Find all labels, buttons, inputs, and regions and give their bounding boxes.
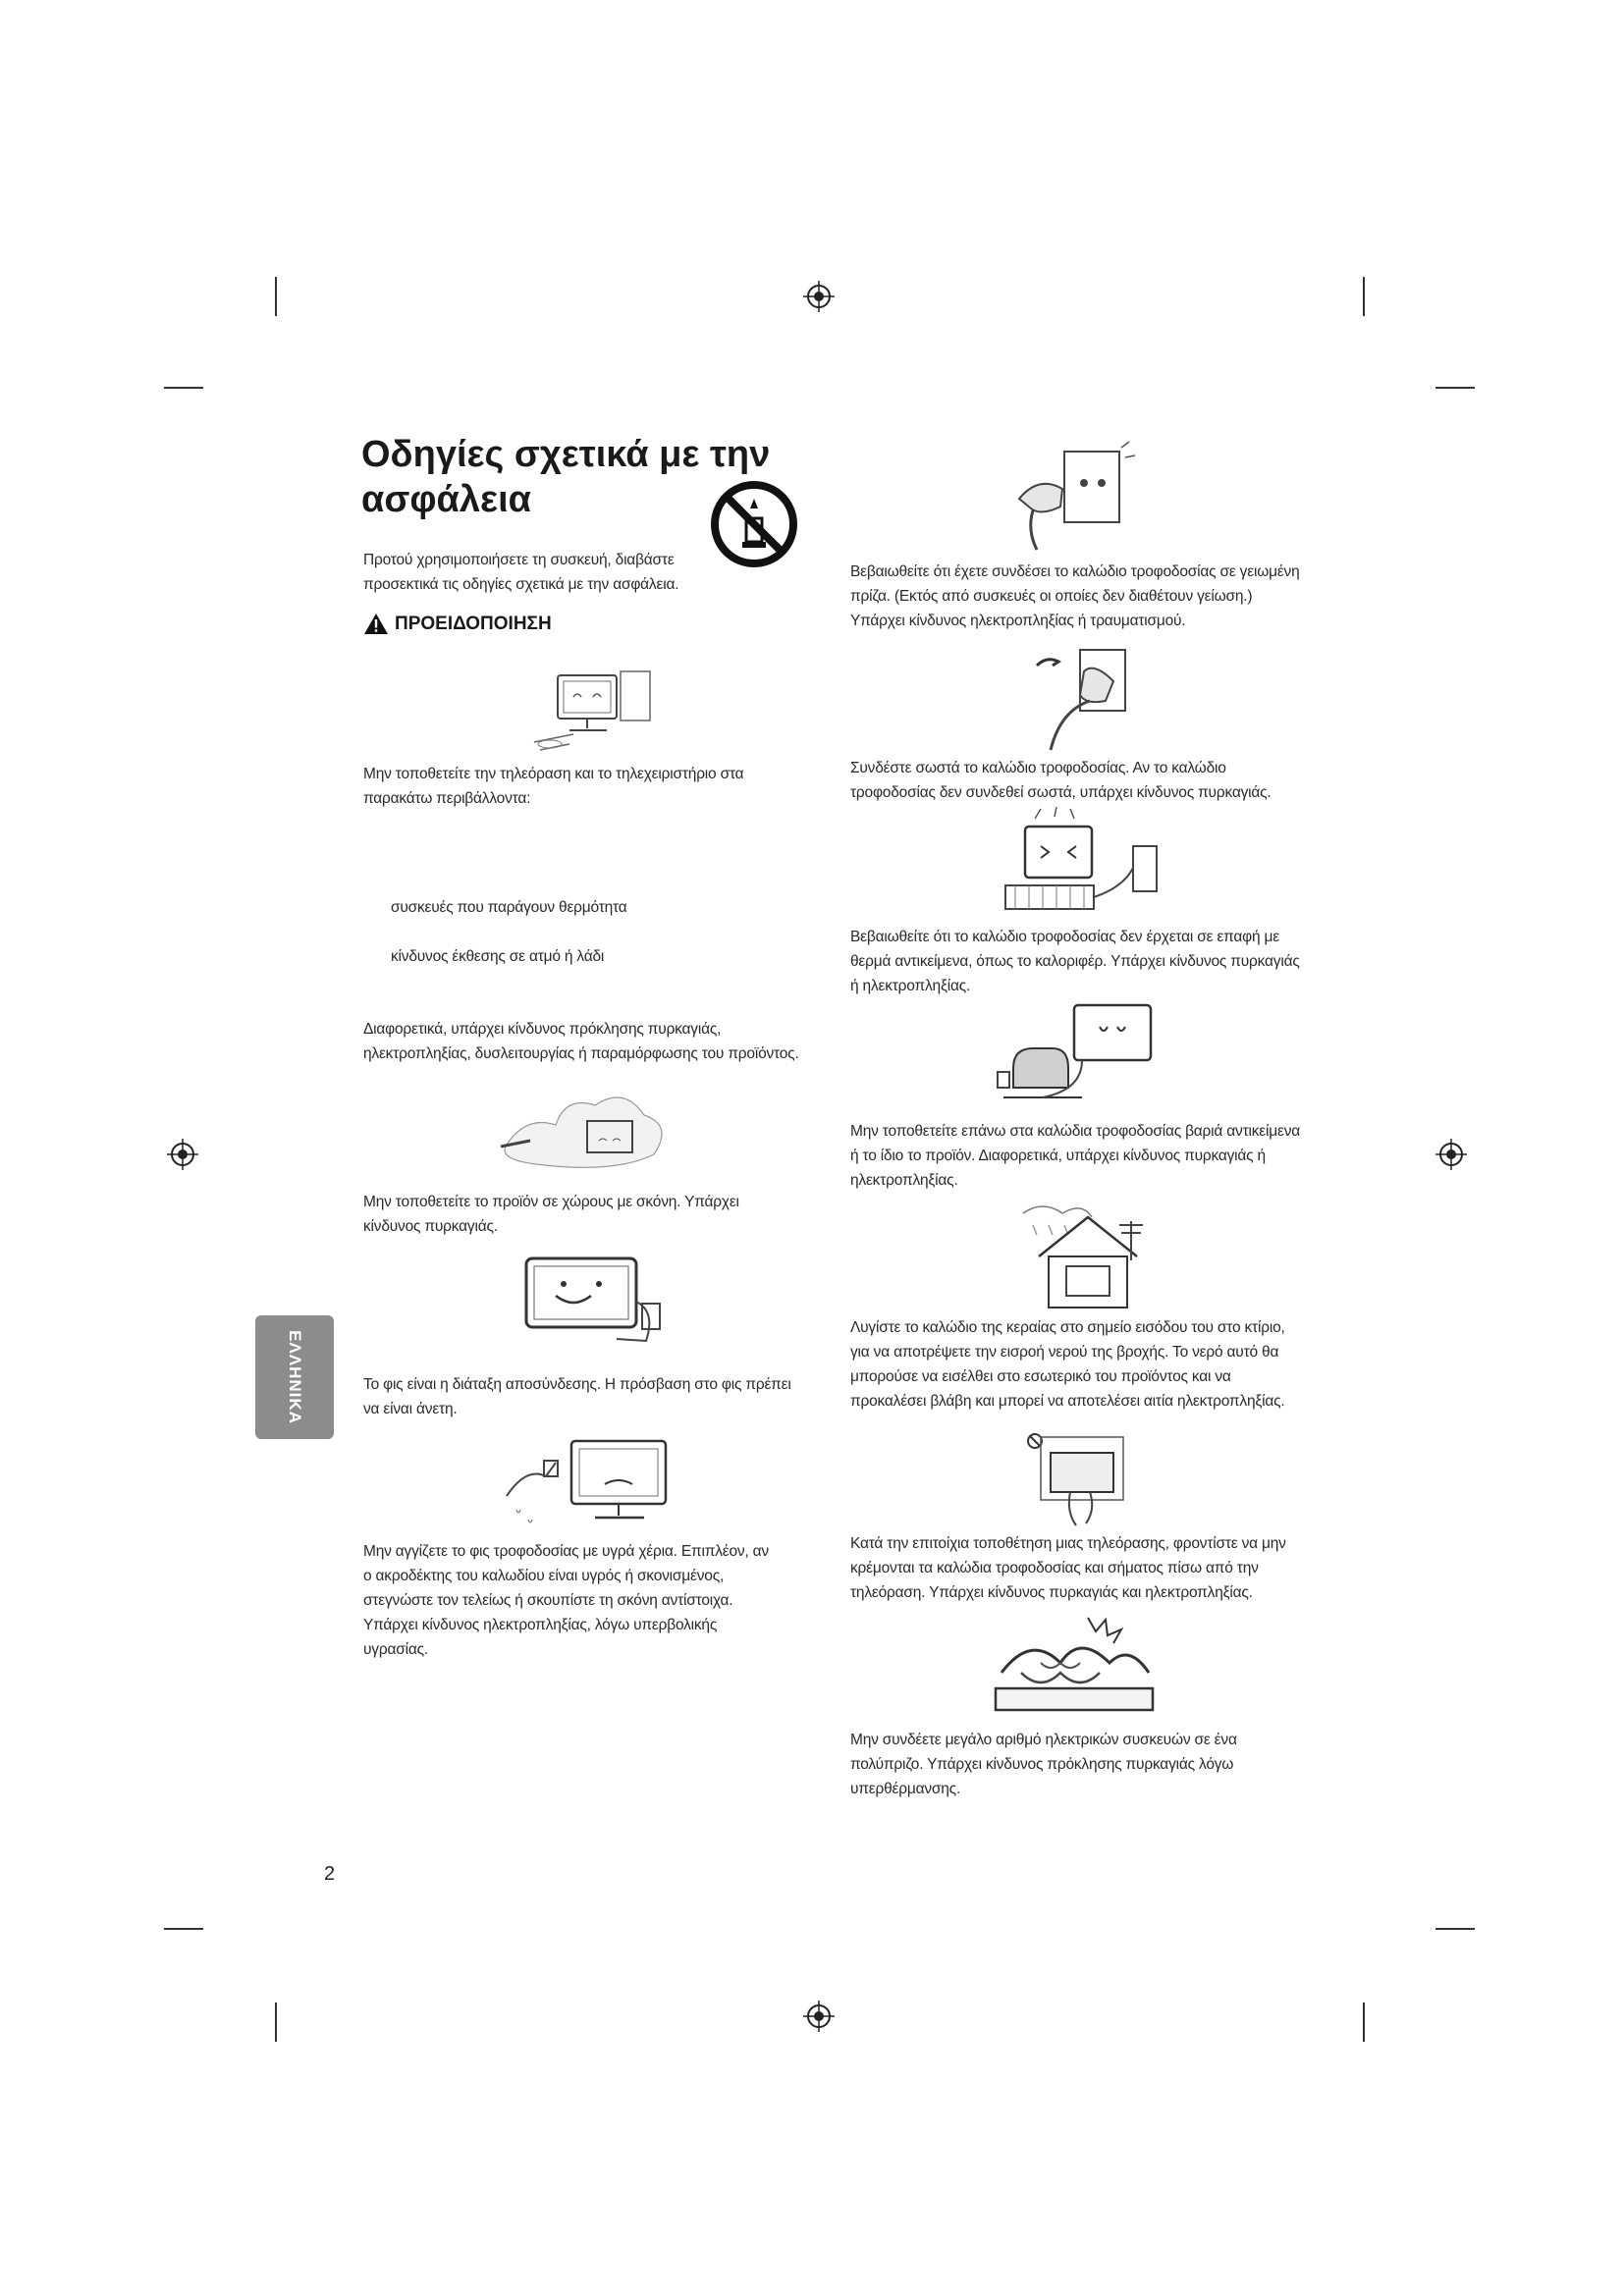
right-item-4: Μην τοποθετείτε επάνω στα καλώδια τροφοδοσίας βαριά αντικείμενα ή το ίδιο το προϊόν. Διαφορετικά, υπάρχει κίνδυνος πυρκαγιάς ή ηλεκτροπληξίας.	[850, 1123, 1301, 1189]
crop-mark	[164, 1928, 203, 1930]
registration-mark-icon	[803, 2001, 835, 2032]
heavy-object-cable-illustration	[994, 999, 1161, 1115]
left-bullet-1: συσκευές που παράγουν θερμότητα	[391, 899, 627, 916]
left-item-2: Μην τοποθετείτε το προϊόν σε χώρους με σκόνη. Υπάρχει κίνδυνος πυρκαγιάς.	[363, 1194, 739, 1235]
left-item-4: Μην αγγίζετε το φις τροφοδοσίας με υγρά χέρια. Επιπλέον, αν ο ακροδέκτης του καλωδίου είναι υγρός ή σκονισμένος, στεγνώστε τον τελείως ή σκουπίστε τη σκόνη αντίστοιχα. Υπάρχει κίνδυνος ηλεκτροπληξίας, λόγω υπερβολικής υγρασίας.	[363, 1543, 769, 1658]
warning-triangle-icon	[363, 613, 389, 635]
crop-mark	[1435, 387, 1475, 389]
crop-mark	[275, 277, 277, 316]
warning-heading	[363, 613, 552, 635]
intro-text: Προτού χρησιμοποιήσετε τη συσκευή, διαβάστε προσεκτικά τις οδηγίες σχετικά με την ασφάλεια.	[363, 552, 679, 593]
right-item-7: Μην συνδέετε μεγάλο αριθμό ηλεκτρικών συσκευών σε ένα πολύπριζο. Υπάρχει κίνδυνος πρόκλησης πυρκαγιάς λόγω υπερθέρμανσης.	[850, 1732, 1237, 1797]
warning-label: ΠΡΟΕΙΔΟΠΟΙΗΣΗ	[395, 613, 552, 634]
crop-mark	[1363, 277, 1365, 316]
multi-socket-illustration	[982, 1614, 1168, 1724]
plug-access-illustration	[505, 1253, 681, 1351]
crop-mark	[164, 387, 203, 389]
registration-mark-icon	[1435, 1139, 1467, 1170]
crop-mark	[1363, 2002, 1365, 2042]
tv-remote-illustration	[530, 658, 658, 756]
registration-mark-icon	[803, 281, 835, 312]
right-item-3: Βεβαιωθείτε ότι το καλώδιο τροφοδοσίας δεν έρχεται σε επαφή με θερμά αντικείμενα, όπως το καλοριφέρ. Υπάρχει κίνδυνος πυρκαγιάς ή ηλεκτροπληξίας.	[850, 929, 1300, 994]
wet-hands-illustration	[497, 1427, 683, 1529]
page-title: Οδηγίες σχετικά με την ασφάλεια	[361, 434, 771, 520]
left-item-1: Μην τοποθετείτε την τηλεόραση και το τηλεχειριστήριο στα παρακάτω περιβάλλοντα:	[363, 766, 744, 807]
antenna-house-illustration	[994, 1201, 1161, 1311]
registration-mark-icon	[167, 1139, 198, 1170]
language-tab-label: ΕΛΛΗΝΙΚΑ	[286, 1330, 304, 1424]
right-item-6: Κατά την επιτοίχια τοποθέτηση μιας τηλεόρασης, φροντίστε να μην κρέμονται τα καλώδια τροφοδοσίας και σήματος πίσω από την τηλεόραση. Υπάρχει κίνδυνος πυρκαγιάς και ηλεκτροπληξίας.	[850, 1535, 1286, 1601]
left-item-1-note: Διαφορετικά, υπάρχει κίνδυνος πρόκλησης πυρκαγιάς, ηλεκτροπληξίας, δυσλειτουργίας ή παραμόρφωσης του προϊόντος.	[363, 1021, 799, 1062]
crop-mark	[1435, 1928, 1475, 1930]
heater-cable-illustration	[996, 807, 1163, 921]
right-item-5: Λυγίστε το καλώδιο της κεραίας στο σημείο εισόδου του στο κτίριο, για να αποτρέψετε την εισροή νερού της βροχής. Το νερό αυτό θα μπορούσε να εισέλθει στο εσωτερικό του προϊόντος και να προκαλέσει βλάβη και μπορεί να αποτελέσει αιτία ηλεκτροπληξίας.	[850, 1319, 1285, 1410]
language-tab	[255, 1315, 334, 1439]
right-item-1: Βεβαιωθείτε ότι έχετε συνδέσει το καλώδιο τροφοδοσίας σε γειωμένη πρίζα. (Εκτός από συσκευές οι οποίες δεν διαθέτουν γείωση.) Υπάρχει κίνδυνος ηλεκτροπληξίας ή τραυματισμού.	[850, 563, 1300, 629]
left-bullet-2: κίνδυνος έκθεσης σε ατμό ή λάδι	[391, 948, 605, 965]
right-item-2: Συνδέστε σωστά το καλώδιο τροφοδοσίας. Αν το καλώδιο τροφοδοσίας δεν συνδεθεί σωστά, υπάρχει κίνδυνος πυρκαγιάς.	[850, 760, 1272, 801]
grounded-socket-illustration	[1011, 440, 1139, 556]
dust-illustration	[497, 1086, 674, 1176]
crop-mark	[275, 2002, 277, 2042]
wall-mount-cables-illustration	[1021, 1425, 1139, 1527]
page-number: 2	[324, 1863, 336, 1885]
left-item-3: Το φις είναι η διάταξη αποσύνδεσης. Η πρόσβαση στο φις πρέπει να είναι άνετη.	[363, 1376, 791, 1417]
insert-plug-illustration	[1031, 642, 1139, 752]
no-disassemble-icon	[709, 479, 799, 569]
